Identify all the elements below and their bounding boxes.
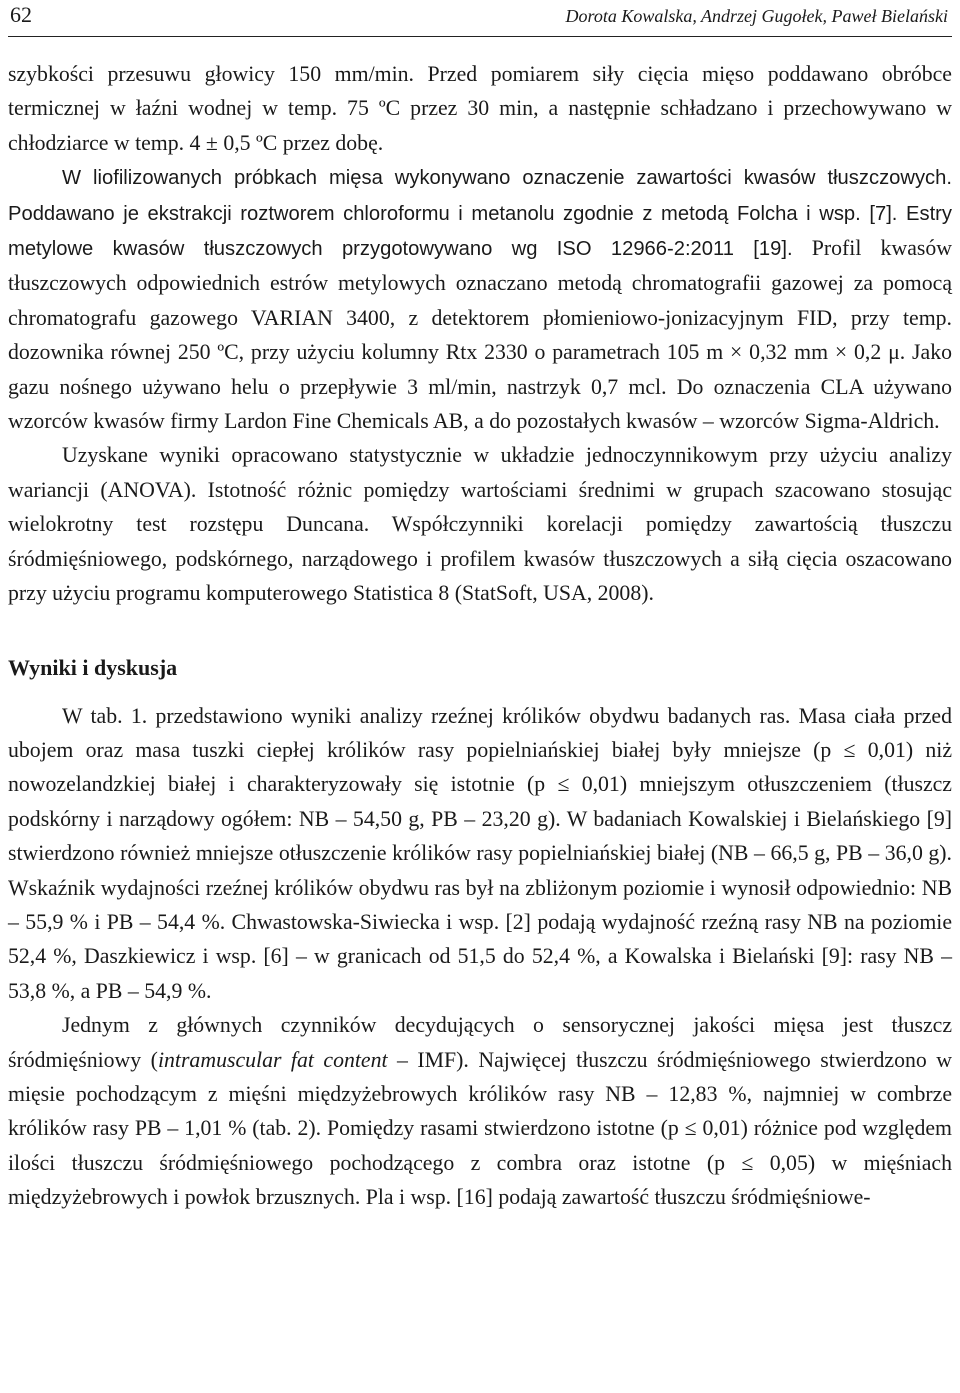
page-header: [8, 0, 952, 37]
paragraph-fatty-acids-serif: Profil kwasów tłuszczowych odpowiednich estrów metylowych oznaczano metodą chromatografii gazowej za pomocą chromatografu gazowego VARIAN 3400, z detektorem płomieniowo-jonizacyjnym FID, przy temp. dozownika równej 250 ºC, przy użyciu kolumny Rtx 2330 o parametrach 105 m × 0,32 mm × 0,2 μ. Jako gazu nośnego używano helu o przepływie 3 ml/min, nastrzyk 0,7 mcl. Do oznaczenia CLA używano wzorców kwasów firmy Lardon Fine Chemicals AB, a do pozostałych kwasów – wzorców Sigma-Aldrich.: [8, 236, 952, 434]
paragraph-imf-part2: – IMF). Najwięcej tłuszczu śródmięśniowego stwierdzono w mięsie pochodzącym z mięśni międzyżebrowych królików rasy NB – 12,83 %, najmniej w combrze królików rasy PB – 1,01 % (tab. 2). Pomiędzy rasami stwierdzono istotne (p ≤ 0,01) różnice pod względem ilości tłuszczu śródmięśniowego pochodzącego z combra oraz istotne (p ≤ 0,05) w mięśniach międzyżebrowych i powłok brzusznych. Pla i wsp. [16] podają zawartość tłuszczu śródmięśniowe-: [8, 1047, 953, 1210]
paragraph-measurement: szybkości przesuwu głowicy 150 mm/min. Przed pomiarem siły cięcia mięso poddawano obróbce termicznej w łaźni wodnej w temp. 75 ºC przez 30 min, a następnie schładzano i przechowywano w chłodziarce w temp. 4 ± 0,5 ºC przez dobę.: [8, 62, 952, 155]
paragraph-statistics: Uzyskane wyniki opracowano statystycznie w układzie jednoczynnikowym przy użyciu analizy wariancji (ANOVA). Istotność różnic pomiędzy wartościami średnimi w grupach szacowano stosując wielokrotny test rozstępu Duncana. Współczynniki korelacji pomiędzy zawartością tłuszczu śródmięśniowego, podskórnego, narządowego i profilem kwasów tłuszczowych a siłą cięcia oszacowano przy użyciu programu komputerowego Statistica 8 (StatSoft, USA, 2008).: [8, 443, 952, 606]
page-body: [8, 57, 952, 1215]
paragraph-imf: [8, 1008, 952, 1214]
paragraph-imf-part1: Jednym z głównych czynników decydujących o sensorycznej jakości mięsa jest tłuszcz śródmięśniowy (: [8, 1013, 952, 1072]
running-head-authors: Dorota Kowalska, Andrzej Gugołek, Paweł Bielański: [565, 6, 948, 26]
paragraph-results: W tab. 1. przedstawiono wyniki analizy rzeźnej królików obydwu badanych ras. Masa ciała przed ubojem oraz masa tuszki ciepłej królików rasy popielniańskiej białej były mniejsze (p ≤ 0,01) niż nowozelandzkiej białej i charakteryzowały się istotnie (p ≤ 0,01) mniejszym otłuszczeniem (tłuszcz podskórny i narządowy ogółem: NB – 54,50 g, PB – 23,20 g). W badaniach Kowalskiej i Bielańskiego [9] stwierdzono również mniejsze otłuszczenie królików rasy popielniańskiej białej (NB – 66,5 g, PB – 36,0 g). Wskaźnik wydajności rzeźnej królików obydwu ras był na zbliżonym poziomie i wynosił odpowiednio: NB – 55,9 % i PB – 54,4 %. Chwastowska-Siwiecka i wsp. [2] podają wydajność rzeźną rasy NB na poziomie 52,4 %, Daszkiewicz i wsp. [6] – w granicach od 51,5 do 52,4 %, a Kowalska i Bielański [9]: rasy NB – 53,8 %, a PB – 54,9 %.: [8, 703, 952, 1003]
paragraph-fatty-acids: [8, 160, 952, 438]
paragraph-imf-italic: intramuscular fat content: [157, 1047, 388, 1072]
section-heading: Wyniki i dyskusja: [8, 654, 178, 680]
page-number: 62: [10, 2, 32, 27]
paragraph-fatty-acids-sans: W liofilizowanych próbkach mięsa wykonywano oznaczenie zawartości kwasów tłuszczowych. Poddawano je ekstrakcji roztworem chloroformu i metanolu zgodnie z metodą Folcha i wsp. [7]. Estry metylowe kwasów tłuszczowych przygotowywano wg ISO 12966-2:2011 [19].: [8, 167, 952, 261]
